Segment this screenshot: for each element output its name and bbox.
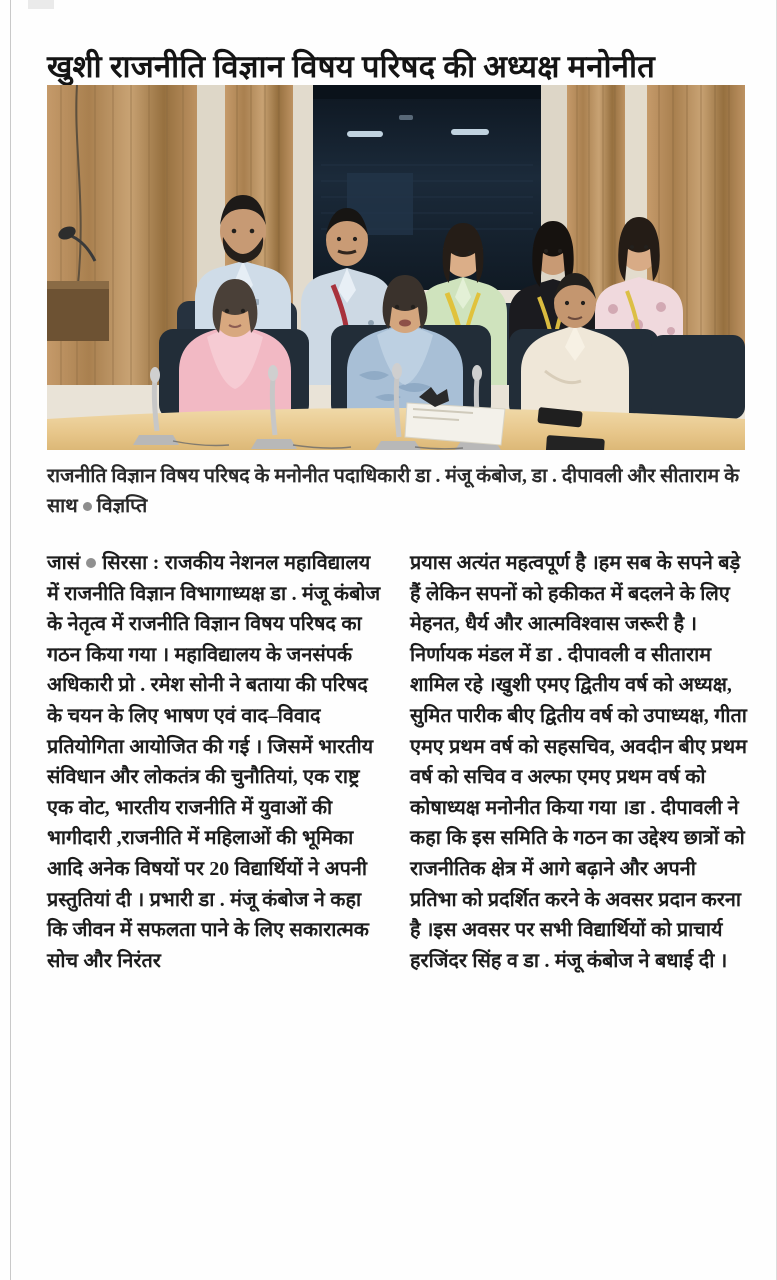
body-left-paragraph — [47, 548, 384, 976]
photo-illustration — [47, 85, 745, 450]
body-right-paragraph: प्रयास अत्यंत महत्वपूर्ण है ।हम सब के सपने बड़े हैं लेकिन सपनों को हकीकत में बदलने के लिए मेहनत, धैर्य और आत्मविश्वास जरूरी है । निर्णायक मंडल में डा . दीपावली व सीताराम शामिल रहे ।खुशी एमए द्वितीय वर्ष को अध्यक्ष, सुमित पारीक बीए द्वितीय वर्ष को उपाध्यक्ष, गीता एमए प्रथम वर्ष को सहसचिव, अवदीन बीए प्रथम वर्ष को सचिव व अल्फा एमए प्रथम वर्ष को कोषाध्यक्ष मनोनीत किया गया ।डा . दीपावली ने कहा कि इस समिति के गठन का उद्देश्य छात्रों को राजनीतिक क्षेत्र में आगे बढ़ाने और अपनी प्रतिभा को प्रदर्शित करने के अवसर प्रदान करना है ।इस अवसर पर सभी विद्यार्थियों को प्राचार्य हरजिंदर सिंह व डा . मंजू कंबोज ने बधाई दी । — [410, 552, 747, 972]
byline-agency: जासं — [47, 552, 81, 574]
byline-place: सिरसा : — [102, 552, 160, 574]
page-left-rule — [10, 0, 11, 1280]
photo-caption-credit: विज्ञप्ति — [96, 496, 148, 517]
caption-bullet-icon — [83, 502, 92, 511]
body-column-right — [410, 548, 747, 1268]
photo-caption — [47, 462, 747, 522]
photo-caption-line1: राजनीति विज्ञान विषय परिषद के मनोनीत पदाधिकारी डा . मंजू कंबोज, डा . — [47, 466, 557, 487]
article-photo — [47, 85, 745, 450]
body-column-left — [47, 548, 384, 1268]
article-body — [47, 548, 747, 1268]
photo-caption-line2: दीपावली और सीताराम के साथ — [47, 466, 740, 517]
article-headline: खुशी राजनीति विज्ञान विषय परिषद की अध्यक्ष मनोनीत — [47, 48, 656, 84]
byline-bullet-icon — [86, 558, 96, 568]
page-corner-smudge — [28, 0, 54, 9]
body-left-text: राजकीय नेशनल महाविद्यालय में राजनीति विज्ञान विभागाध्यक्ष डा . मंजू कंबोज के नेतृत्व में राजनीति विज्ञान विषय परिषद का गठन किया गया । महाविद्यालय के जनसंपर्क अधिकारी प्रो . रमेश सोनी ने बताया की परिषद के चयन के लिए भाषण एवं वाद–विवाद प्रतियोगिता आयोजित की गई । जिसमें भारतीय संविधान और लोकतंत्र की चुनौतियां, एक राष्ट्र एक वोट, भारतीय राजनीति में युवाओं की भागीदारी ,राजनीति में महिलाओं की भूमिका आदि अनेक विषयों पर 20 विद्यार्थियों ने अपनी प्रस्तुतियां दी । प्रभारी डा . मंजू कंबोज ने कहा कि जीवन में सफलता पाने के लिए सकारात्मक सोच और निरंतर — [47, 552, 381, 972]
